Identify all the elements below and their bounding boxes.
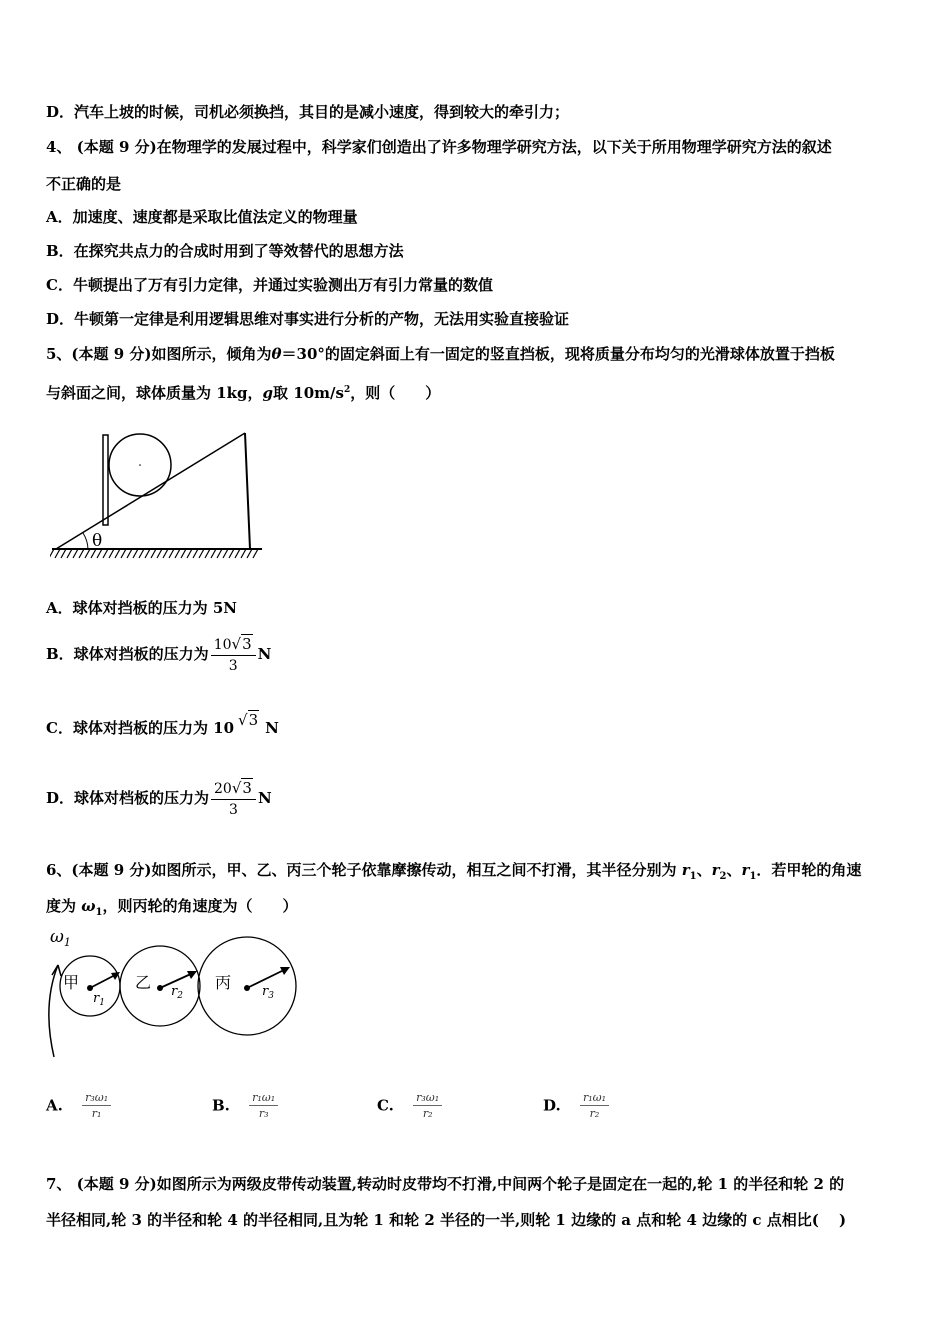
- hatch-stroke: [127, 549, 132, 558]
- radicand: 3: [242, 635, 252, 653]
- hatch-stroke: [151, 549, 156, 558]
- angle-arc: [83, 533, 88, 549]
- hatch-stroke: [175, 549, 180, 558]
- q5-stem-text: 5、(本题 9 分)如图所示，倾角为: [46, 345, 272, 363]
- option-fraction: [249, 1090, 278, 1121]
- hatch-stroke: [235, 549, 240, 558]
- theta-symbol: θ: [271, 345, 282, 363]
- frac-num: r₁ω₁: [249, 1090, 278, 1106]
- r-sub: 1: [749, 871, 757, 882]
- vertical-baffle: [103, 435, 108, 525]
- hatch-stroke: [85, 549, 90, 558]
- frac-den: r₂: [589, 1107, 600, 1120]
- option-label: B.: [212, 1096, 230, 1115]
- option-label: C.: [377, 1096, 394, 1115]
- q5-g-exp: 2: [343, 385, 351, 395]
- r-symbol: r: [711, 861, 720, 879]
- incline-figure: [50, 425, 265, 565]
- frac-num: r₁ω₁: [580, 1090, 609, 1106]
- omega-label: $\omega_1$: [50, 927, 71, 949]
- frac-den: r₂: [422, 1107, 433, 1120]
- sqrt-sign: √3: [231, 635, 252, 653]
- num-coef: 10: [213, 637, 232, 653]
- hatch-stroke: [205, 549, 210, 558]
- hatch-stroke: [223, 549, 228, 558]
- g-symbol: g: [262, 384, 274, 402]
- option-fraction: [413, 1090, 442, 1121]
- fraction-10sqrt3-over-3: [211, 634, 256, 676]
- q4-option-b: B．在探究共点力的合成时用到了等效替代的思想方法: [46, 242, 404, 260]
- sqrt-sign: √3: [238, 711, 259, 729]
- q6-option-c: [377, 1090, 444, 1121]
- q6-stem-line2: [46, 896, 298, 923]
- r-sub: 1: [689, 871, 697, 882]
- r-symbol: r: [741, 861, 750, 879]
- unit-n: N: [257, 645, 272, 663]
- q5-paren: ，则（ ）: [350, 384, 441, 402]
- q5-stem-line2: [46, 380, 440, 403]
- q4-stem-line1: 4、 (本题 9 分)在物理学的发展过程中，科学家们创造出了许多物理学研究方法，以下关于所用物理学研究方法的叙述: [46, 138, 832, 156]
- q4-option-a: A．加速度、速度都是采取比值法定义的物理量: [46, 208, 358, 226]
- unit-n: N: [257, 789, 272, 807]
- q6-stem-text2-cont: ，则丙轮的角速度为（ ）: [102, 897, 298, 915]
- hatch-stroke: [247, 549, 252, 558]
- rotation-arrow: [49, 965, 58, 1057]
- omega-sub: 1: [95, 907, 103, 918]
- q5-stem-text-cont: ＝30°的固定斜面上有一固定的竖直挡板，现将质量分布均匀的光滑球体放置于挡板: [281, 345, 835, 363]
- hatch-stroke: [145, 549, 150, 558]
- hatch-stroke: [211, 549, 216, 558]
- wheels-figure: [40, 925, 305, 1065]
- radicand: 3: [248, 711, 259, 729]
- q5-option-b: [46, 634, 271, 676]
- q6-stem-text2: 度为: [46, 897, 82, 915]
- frac-num: r₃ω₁: [413, 1090, 442, 1106]
- q5-option-b-text: B．球体对挡板的压力为: [46, 645, 209, 663]
- hatch-stroke: [199, 549, 204, 558]
- prev-option-d: D．汽车上坡的时候，司机必须换挡，其目的是减小速度，得到较大的牵引力；: [46, 103, 570, 121]
- hatch-stroke: [229, 549, 234, 558]
- hatch-stroke: [73, 549, 78, 558]
- theta-label: θ: [92, 531, 103, 551]
- hatch-stroke: [115, 549, 120, 558]
- frac-num: [211, 634, 256, 656]
- fraction-20sqrt3-over-3: [211, 778, 256, 820]
- hatch-stroke: [193, 549, 198, 558]
- hatch-stroke: [241, 549, 246, 558]
- q5-option-c-text: C．球体对挡板的压力为 10: [46, 719, 235, 737]
- q4-stem-line2: 不正确的是: [46, 175, 122, 193]
- frac-num: r₃ω₁: [82, 1090, 111, 1106]
- q6-option-b: [212, 1090, 280, 1121]
- sep: 、: [696, 861, 712, 879]
- q6-stem-text: 6、(本题 9 分)如图所示，甲、乙、丙三个轮子依靠摩擦传动，相互之间不打滑，其半径分别为: [46, 861, 682, 879]
- hatch-stroke: [253, 549, 258, 558]
- wheel-label-bing: 丙: [215, 973, 232, 992]
- q5-mass-text: 与斜面之间，球体质量为 1kg，: [46, 384, 263, 402]
- frac-num: [211, 778, 256, 800]
- incline-surface: [56, 433, 245, 549]
- q5-option-d: [46, 778, 272, 820]
- hatch-stroke: [79, 549, 84, 558]
- hatch-stroke: [181, 549, 186, 558]
- num-coef: 20: [214, 781, 232, 797]
- hatch-stroke: [133, 549, 138, 558]
- r-sub: 2: [719, 871, 727, 882]
- hatch-stroke: [163, 549, 168, 558]
- q5-option-a: A．球体对挡板的压力为 5N: [46, 599, 238, 617]
- omega-symbol: ω: [81, 897, 96, 915]
- hatch-stroke: [109, 549, 114, 558]
- option-fraction: [82, 1090, 111, 1121]
- q7-stem-line1: 7、 (本题 9 分)如图所示为两级皮带传动装置,转动时皮带均不打滑,中间两个轮子是固定在一起的,轮 1 的半径和轮 2 的: [46, 1175, 845, 1193]
- hatch-stroke: [55, 549, 60, 558]
- q6-option-d: [543, 1090, 611, 1121]
- hatch-stroke: [169, 549, 174, 558]
- hatch-stroke: [61, 549, 66, 558]
- sep: 、: [726, 861, 742, 879]
- hatch-stroke: [67, 549, 72, 558]
- q6-stem-line1: [46, 860, 861, 887]
- radius-label-r1: $r_1$: [93, 991, 105, 1008]
- frac-den: r₃: [258, 1107, 269, 1120]
- hatch-stroke: [50, 549, 54, 558]
- q5-stem-line1: [46, 344, 835, 364]
- radius-label-r2: $r_2$: [171, 984, 183, 1001]
- sqrt-sign: √3: [231, 779, 252, 797]
- frac-den: 3: [228, 658, 238, 674]
- hatch-stroke: [157, 549, 162, 558]
- hatch-stroke: [187, 549, 192, 558]
- hatch-stroke: [103, 549, 108, 558]
- ground-hatching: [50, 549, 262, 558]
- q7-stem-line2: 半径相同,轮 3 的半径和轮 4 的半径相同,且为轮 1 和轮 2 半径的一半,则轮 1 边缘的 a 点和轮 4 边缘的 c 点相比( ): [46, 1211, 847, 1229]
- hatch-stroke: [121, 549, 126, 558]
- q6-stem-text-cont: ．若甲轮的角速: [756, 861, 862, 879]
- q5-g-value: 取 10m/s: [273, 384, 344, 402]
- q6-option-a: [46, 1090, 113, 1121]
- radius-label-r3: $r_3$: [262, 984, 274, 1001]
- q4-option-c: C．牛顿提出了万有引力定律，并通过实验测出万有引力常量的数值: [46, 276, 493, 294]
- wheel-label-yi: 乙: [135, 973, 152, 992]
- unit-n: N: [265, 719, 279, 737]
- option-label: A.: [46, 1096, 63, 1115]
- sphere-center: [139, 464, 141, 466]
- q5-option-c: [46, 711, 279, 738]
- radicand: 3: [242, 779, 252, 797]
- option-fraction: [580, 1090, 609, 1121]
- q4-option-d: D．牛顿第一定律是利用逻辑思维对事实进行分析的产物，无法用实验直接验证: [46, 310, 570, 328]
- wheel-label-jia: 甲: [63, 973, 80, 992]
- incline-back: [245, 433, 250, 549]
- frac-den: r₁: [91, 1107, 102, 1120]
- hatch-stroke: [139, 549, 144, 558]
- frac-den: 3: [229, 802, 238, 818]
- hatch-stroke: [217, 549, 222, 558]
- q5-option-d-text: D．球体对档板的压力为: [46, 789, 210, 807]
- option-label: D.: [543, 1096, 561, 1115]
- r-symbol: r: [681, 861, 690, 879]
